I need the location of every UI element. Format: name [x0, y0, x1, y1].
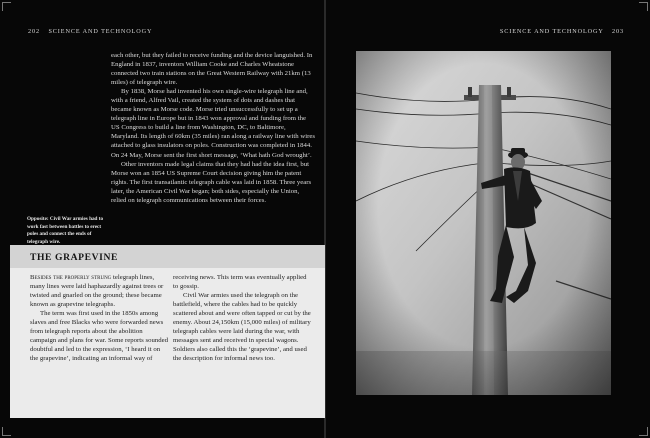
- crop-mark: [2, 427, 11, 436]
- sidebar-paragraph: [30, 273, 170, 309]
- sidebar-header: [10, 245, 325, 268]
- photo-caption: [27, 216, 109, 246]
- left-section-title: SCIENCE AND TECHNOLOGY: [48, 28, 153, 35]
- sidebar-paragraph: receiving news. This term was eventually applied to gossip.: [173, 274, 307, 291]
- right-page-number: 203: [612, 28, 624, 35]
- sidebar-paragraph-text: telegraph lines, many lines were laid haphazardly against trees or twisted and gnarled on the ground; these became known as grapevine telegraphs.: [30, 274, 164, 309]
- article-body: [111, 51, 315, 205]
- right-running-head: [500, 28, 624, 36]
- left-running-head: [28, 28, 152, 36]
- crop-mark: [639, 427, 648, 436]
- body-paragraph: each other, but they failed to receive funding and the device languished. In England in 1837, inventors William Cooke and Charles Wheatstone connected two train stations on the Great Western Railway with 21km (13 miles) of telegraph wire.: [111, 52, 313, 87]
- sidebar-title: THE GRAPEVINE: [30, 252, 119, 263]
- caption-lead: Opposite:: [27, 216, 49, 222]
- body-paragraph: By 1838, Morse had invented his own single-wire telegraph line and, with a friend, Alfred Vail, created the system of dots and dashes that became known as Morse code. Morse tried unsuccessfully to set up a telegraph line in Europe but in 1843 won approval and funding from the US Congress to build a line from Washington, DC, to Baltimore, Maryland. Its length of 60km (35 miles) ran along a railway line with wires attached to glass insulators on poles. Construction was completed in 1844. On 24 May, Morse sent the first short message, ‘What hath God wrought’.: [111, 88, 315, 159]
- crop-mark: [2, 2, 11, 11]
- sidebar-left-column: [30, 273, 170, 363]
- grapevine-sidebar: [10, 245, 325, 418]
- sidebar-paragraph: The term was first used in the 1850s among slaves and free Blacks who were forwarded news from telegraph reports about the abolition campaign and plans for war. Some reports sounded doubtful and led to the expression, ‘I heard it on the grapevine’, indicating an informal way of: [30, 310, 168, 363]
- caption-text: Civil War armies had to work fast between battles to erect poles and connect the ends of telegraph wire.: [27, 216, 104, 245]
- crop-mark: [639, 2, 648, 11]
- lineman-photo: [356, 51, 611, 395]
- lineman-photo-image: [356, 51, 611, 395]
- left-page-number: 202: [28, 28, 40, 35]
- sidebar-paragraph: Civil War armies used the telegraph on the battlefield, where the cables had to be quickly scattered about and were often tapped or cut by the enemy. About 24,150km (15,000 miles) of military telegraph cables were laid during the war, with messages sent and received in special wagons. Soldiers also called this the ‘grapevine’, and used the description for informal news too.: [173, 292, 311, 363]
- right-section-title: SCIENCE AND TECHNOLOGY: [499, 28, 604, 35]
- sidebar-right-column: [173, 273, 313, 363]
- sidebar-lead-in: Besides the properly strung: [30, 274, 112, 281]
- body-paragraph: Other inventors made legal claims that they had had the idea first, but Morse won an 1854 US Supreme Court decision giving him the patent rights. The first transatlantic telegraph cable was laid in 1858. Three years later, the American Civil War began; both sides, especially the Union, relied on telegraph communications between their forces.: [111, 160, 312, 204]
